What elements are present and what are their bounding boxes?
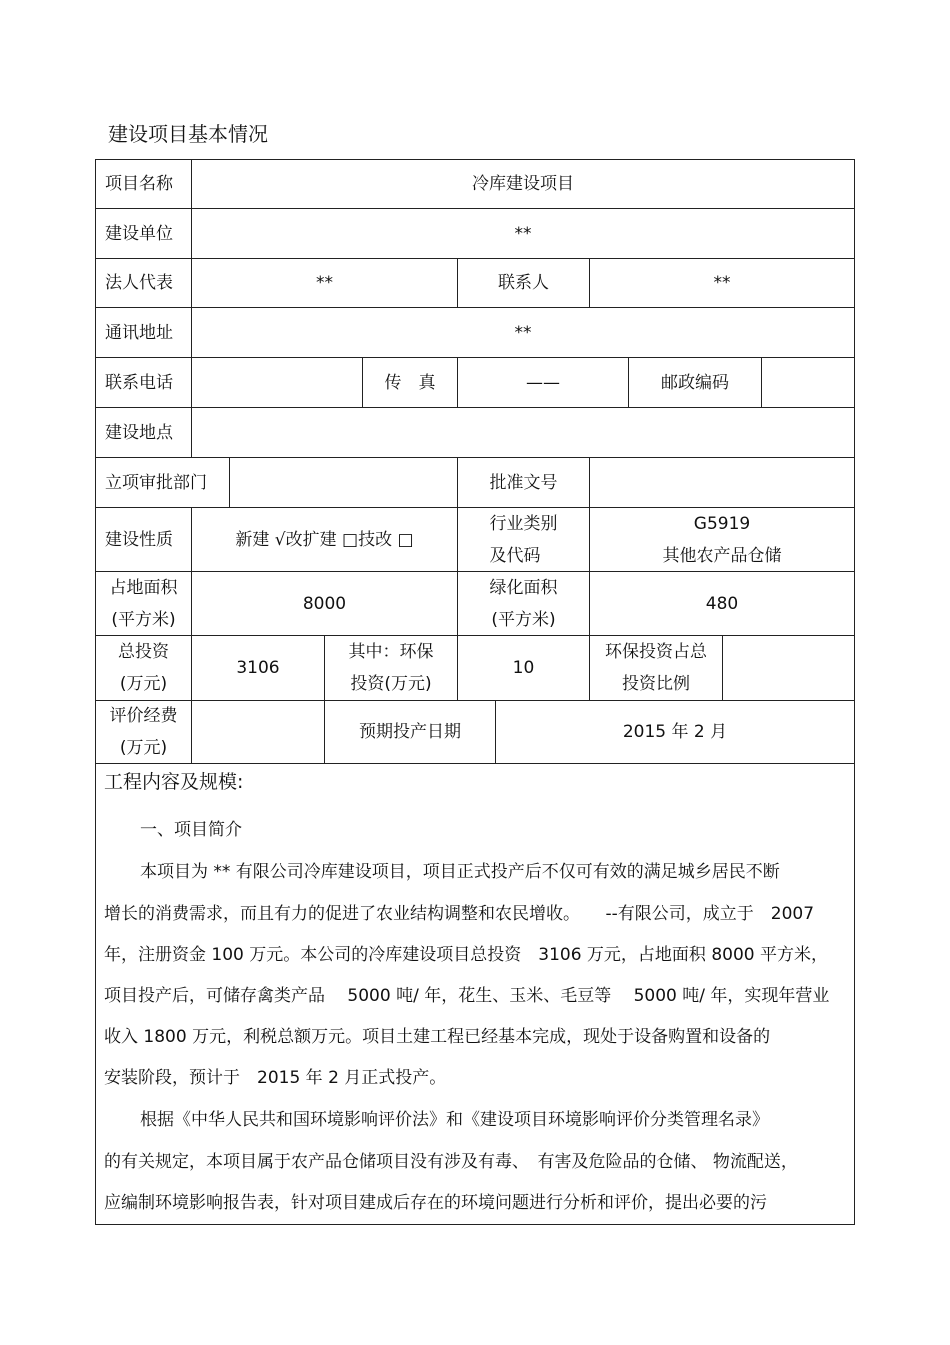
fax-value: —— — [458, 358, 629, 408]
evaluation-fee-label-line2: (万元) — [119, 738, 168, 758]
paragraph-line: 年，注册资金 100 万元。本公司的冷库建设项目总投资 3106 万元，占地面积 8000 平方米， — [104, 945, 828, 965]
approval-doc-value — [590, 458, 854, 508]
industry-name: 其他农产品仓储 — [662, 545, 782, 566]
approval-dept-label: 立项审批部门 — [96, 458, 230, 508]
area-value: 8000 — [192, 572, 458, 636]
paragraph-line: 应编制环境影响报告表，针对项目建成后存在的环境问题进行分析和评价，提出必要的污 — [104, 1193, 767, 1213]
location-value — [192, 408, 854, 458]
env-investment-label-line1: 其中：环保 — [348, 642, 434, 662]
industry-label-line2: 及代码 — [489, 545, 541, 566]
green-area-value: 480 — [590, 572, 854, 636]
content-heading: 工程内容及规模: — [104, 771, 244, 793]
paragraph-line: 本项目为 ** 有限公司冷库建设项目，项目正式投产后不仅可有效的满足城乡居民不断 — [140, 862, 780, 882]
legal-rep-value: ** — [192, 259, 458, 308]
area-label-line1: 占地面积 — [109, 577, 178, 598]
industry-label-line1: 行业类别 — [489, 513, 558, 534]
contact-label: 联系人 — [458, 259, 590, 308]
approval-doc-label: 批准文号 — [458, 458, 590, 508]
evaluation-fee-label-line1: 评价经费 — [109, 706, 178, 726]
investment-value: 3106 — [192, 636, 325, 701]
production-date-value: 2015 年 2 月 — [496, 701, 854, 764]
project-info-table — [95, 159, 855, 1225]
evaluation-fee-value — [192, 701, 325, 764]
area-label — [96, 572, 192, 636]
green-area-label-line1: 绿化面积 — [489, 577, 558, 598]
section-title: 一、项目简介 — [140, 820, 242, 840]
builder-label: 建设单位 — [96, 209, 192, 259]
project-name-label: 项目名称 — [96, 160, 192, 209]
env-ratio-label — [590, 636, 723, 701]
investment-label-line2: (万元) — [119, 674, 168, 694]
nature-label: 建设性质 — [96, 508, 192, 572]
env-ratio-label-line2: 投资比例 — [622, 674, 690, 694]
phone-value — [192, 358, 363, 408]
production-date-label: 预期投产日期 — [325, 701, 496, 764]
address-value: ** — [192, 308, 854, 358]
investment-label — [96, 636, 192, 701]
industry-label — [458, 508, 590, 572]
builder-value: ** — [192, 209, 854, 259]
phone-label: 联系电话 — [96, 358, 192, 408]
postcode-value — [762, 358, 854, 408]
fax-label: 传 真 — [363, 358, 458, 408]
evaluation-fee-label — [96, 701, 192, 764]
project-name-value: 冷库建设项目 — [192, 160, 854, 209]
paragraph-line: 收入 1800 万元，利税总额万元。项目土建工程已经基本完成，现处于设备购置和设备的 — [104, 1027, 771, 1047]
paragraph-line: 增长的消费需求，而且有力的促进了农业结构调整和农民增收。 --有限公司，成立于 2007 — [104, 904, 815, 924]
paragraph-line: 根据《中华人民共和国环境影响评价法》和《建设项目环境影响评价分类管理名录》 — [140, 1110, 769, 1130]
env-investment-label-line2: 投资(万元) — [350, 674, 432, 694]
contact-value: ** — [590, 259, 854, 308]
env-investment-label — [325, 636, 458, 701]
address-label: 通讯地址 — [96, 308, 192, 358]
postcode-label: 邮政编码 — [629, 358, 762, 408]
legal-rep-label: 法人代表 — [96, 259, 192, 308]
env-investment-value: 10 — [458, 636, 590, 701]
green-area-label — [458, 572, 590, 636]
industry-value — [590, 508, 854, 572]
paragraph-line: 的有关规定，本项目属于农产品仓储项目没有涉及有毒、 有害及危险品的仓储、 物流配送， — [104, 1152, 798, 1172]
paragraph-line: 安装阶段，预计于 2015 年 2 月正式投产。 — [104, 1068, 447, 1088]
green-area-label-line2: (平方米) — [491, 609, 556, 630]
env-ratio-value — [723, 636, 854, 701]
investment-label-line1: 总投资 — [118, 642, 169, 662]
location-label: 建设地点 — [96, 408, 192, 458]
industry-code: G5919 — [693, 513, 751, 534]
page-title: 建设项目基本情况 — [108, 122, 268, 146]
paragraph-line: 项目投产后，可储存禽类产品 5000 吨/ 年，花生、玉米、毛豆等 5000 吨/ 年，实现年营业 — [104, 986, 830, 1006]
env-ratio-label-line1: 环保投资占总 — [605, 642, 707, 662]
approval-dept-value — [230, 458, 458, 508]
nature-value: 新建 √改扩建 □技改 □ — [192, 508, 458, 572]
area-label-line2: (平方米) — [111, 609, 176, 630]
